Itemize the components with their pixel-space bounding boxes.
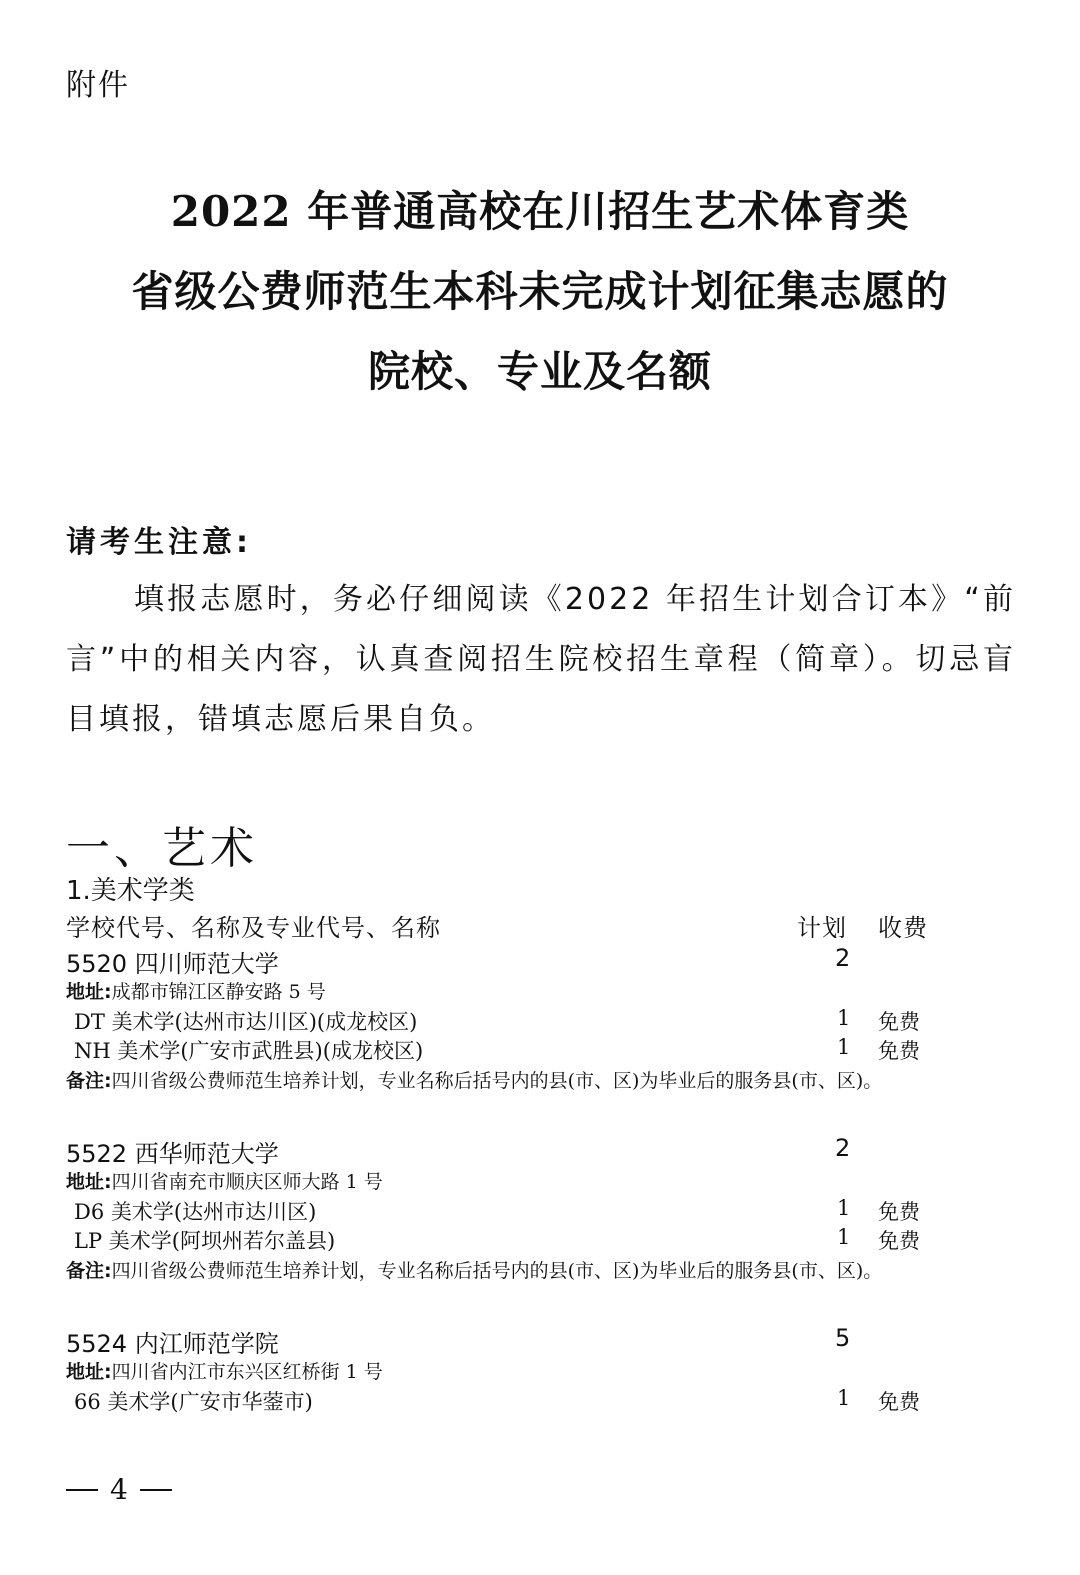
column-header-plan: 计划 xyxy=(797,914,847,942)
remark-line xyxy=(66,1256,882,1283)
school-plan: 2 xyxy=(835,1134,851,1162)
address-row xyxy=(0,1167,1080,1197)
category-title: 1.美术学类 xyxy=(66,876,195,906)
major-plan: 1 xyxy=(837,1196,851,1220)
school-code-name: 5524 内江师范学院 xyxy=(66,1330,279,1358)
school-code-name: 5520 四川师范大学 xyxy=(66,950,279,978)
address-row xyxy=(0,977,1080,1007)
remark-line xyxy=(66,1066,882,1093)
column-header-fee: 收费 xyxy=(878,914,928,942)
remark-label: 备注: xyxy=(66,1260,112,1282)
title-line-2: 省级公费师范生本科未完成计划征集志愿的 xyxy=(131,267,949,316)
school-row xyxy=(0,1324,1080,1358)
page-number-dash-right xyxy=(140,1489,172,1491)
document-title xyxy=(0,172,1080,412)
major-fee: 免费 xyxy=(878,1229,920,1253)
remark-text: 四川省级公费师范生培养计划，专业名称后括号内的县(市、区)为毕业后的服务县(市、区)。 xyxy=(111,1260,883,1282)
remark-label: 备注: xyxy=(66,1070,112,1092)
major-fee: 免费 xyxy=(878,1200,920,1224)
address-line xyxy=(66,1357,383,1384)
notice-heading: 请考生注意: xyxy=(66,525,252,560)
address-line xyxy=(66,977,326,1004)
school-row xyxy=(0,944,1080,978)
address-text: 四川省内江市东兴区红桥街 1 号 xyxy=(111,1361,383,1383)
address-text: 成都市锦江区静安路 5 号 xyxy=(111,981,326,1003)
school-code-name: 5522 西华师范大学 xyxy=(66,1140,279,1168)
major-code-name: DT 美术学(达州市达川区)(成龙校区) xyxy=(74,1010,418,1034)
school-plan: 2 xyxy=(835,944,851,972)
address-label: 地址: xyxy=(66,981,112,1003)
attachment-label: 附件 xyxy=(66,68,130,103)
major-code-name: LP 美术学(阿坝州若尔盖县) xyxy=(74,1229,336,1253)
major-fee: 免费 xyxy=(878,1010,920,1034)
address-row xyxy=(0,1357,1080,1387)
major-row xyxy=(0,1386,1080,1416)
major-fee: 免费 xyxy=(878,1039,920,1063)
major-plan: 1 xyxy=(837,1035,851,1059)
major-plan: 1 xyxy=(837,1006,851,1030)
title-line-1: 2022 年普通高校在川招生艺术体育类 xyxy=(170,187,910,236)
title-line-3: 院校、专业及名额 xyxy=(367,347,712,396)
major-row xyxy=(0,1035,1080,1065)
major-plan: 1 xyxy=(837,1225,851,1249)
page-number-value: 4 xyxy=(110,1473,128,1506)
major-row xyxy=(0,1225,1080,1255)
page-number-dash-left xyxy=(66,1489,98,1491)
notice-body: 填报志愿时，务必仔细阅读《2022 年招生计划合订本》“前言”中的相关内容，认真查阅招生院校招生章程（简章）。切忌盲目填报，错填志愿后果自负。 xyxy=(66,582,1016,737)
major-row xyxy=(0,1196,1080,1226)
address-text: 四川省南充市顺庆区师大路 1 号 xyxy=(111,1171,383,1193)
section-heading: 一、艺术 xyxy=(66,823,258,874)
major-code-name: D6 美术学(达州市达川区) xyxy=(74,1200,317,1224)
major-code-name: 66 美术学(广安市华蓥市) xyxy=(74,1390,313,1414)
major-row xyxy=(0,1006,1080,1036)
remark-row xyxy=(0,1066,1080,1096)
school-row xyxy=(0,1134,1080,1168)
column-header-school-major: 学校代号、名称及专业代号、名称 xyxy=(66,914,441,942)
address-line xyxy=(66,1167,383,1194)
school-plan: 5 xyxy=(835,1324,851,1352)
address-label: 地址: xyxy=(66,1171,112,1193)
remark-row xyxy=(0,1256,1080,1286)
major-fee: 免费 xyxy=(878,1390,920,1414)
page-number xyxy=(66,1473,172,1506)
address-label: 地址: xyxy=(66,1361,112,1383)
remark-text: 四川省级公费师范生培养计划，专业名称后括号内的县(市、区)为毕业后的服务县(市、区)。 xyxy=(111,1070,883,1092)
major-plan: 1 xyxy=(837,1386,851,1410)
major-code-name: NH 美术学(广安市武胜县)(成龙校区) xyxy=(74,1039,424,1063)
